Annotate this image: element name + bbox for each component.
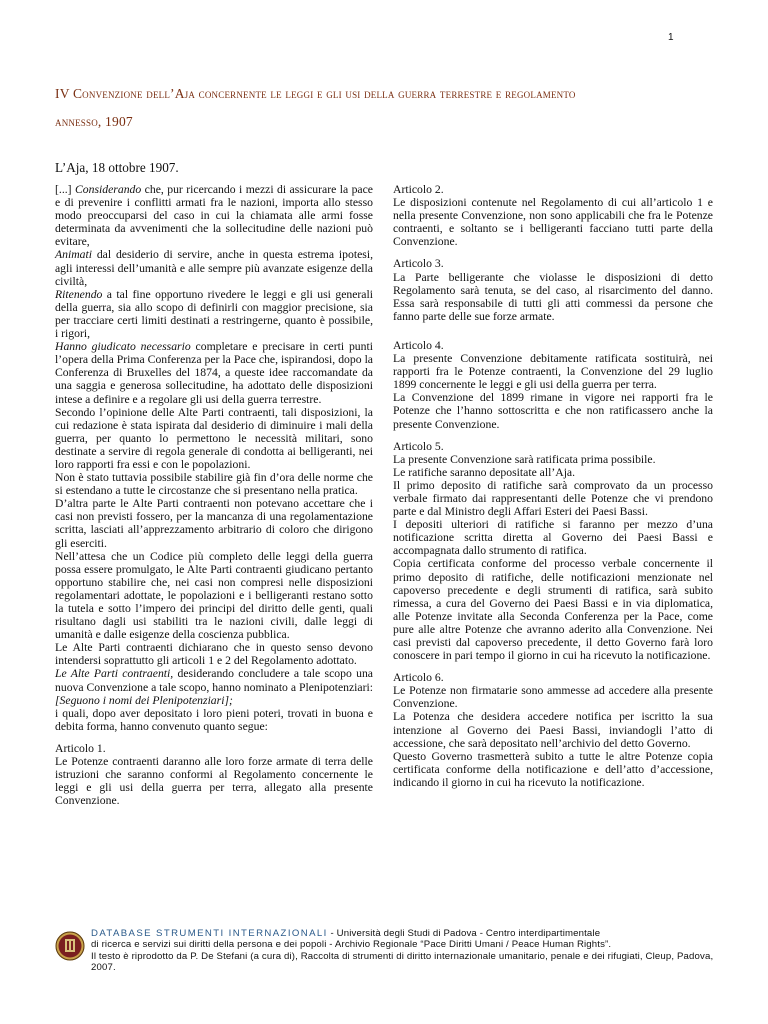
page-number: 1 (668, 32, 674, 43)
footer-line-3: Il testo è riprodotto da P. De Stefani (a cura di), Raccolta di strumenti di diritto internazionale umanitario, penale e dei rifugiati, Cleup, Padova, 2007. (91, 950, 714, 974)
preamble-lead: Considerando (75, 183, 142, 196)
article-title: Articolo 5. (393, 439, 444, 453)
preamble-lead: Animati (55, 248, 93, 262)
preamble-paragraph (55, 288, 373, 340)
footer-line-1-rest: - Università degli Studi di Padova - Centro interdipartimentale (327, 928, 601, 939)
article-text: La Parte belligerante che violasse le disposizioni di detto Regolamento sarà tenuta, se del caso, al risarcimento del danno. Essa sarà responsabile di tutti gli atti commessi da persone che fanno parte delle sue forze armate. (393, 270, 713, 323)
preamble-paragraph: Nell’attesa che un Codice più completo delle leggi della guerra possa essere promulgato, le Alte Parti contraenti giudicano pertanto opportuno stabilire che, nei casi non compresi nelle disposizioni regolamentari adottate, le popolazioni e i belligeranti restano sotto la tutela e sotto l’impero dei principi del diritto delle genti, quali risultano dagli usi stabiliti tra le nazioni civili, dalle leggi di umanità e dalle esigenze della coscienza pubblica. (55, 549, 373, 642)
article-text: La presente Convenzione debitamente ratificata sostituirà, nei rapporti fra le Potenze contraenti, la Convenzione del 29 luglio 1899 concernente le leggi e gli usi della guerra per terra. (393, 352, 713, 392)
article-title: Articolo 3. (393, 257, 444, 271)
preamble-paragraph: D’altra parte le Alte Parti contraenti non potevano accettare che i casi non previsti fossero, per la mancanza di una regolamentazione scritta, lasciati all’apprezzamento arbitrario di coloro che dirigono gli eserciti. (55, 497, 373, 550)
preamble-paragraph (55, 248, 373, 287)
article-text: La Potenza che desidera accedere notifica per iscritto la sua intenzione al Governo dei Paesi Bassi, inviandogli l’atto di accessione, che sarà depositato nell’archivio del detto Governo. (393, 710, 713, 750)
article-text: Le disposizioni contenute nel Regolamento di cui all’articolo 1 e nella presente Convenzione, non sono applicabili che fra le Potenze contraenti, e soltanto se i belligeranti facciano tutti parte della Convenzione. (393, 196, 713, 249)
preamble-text: completare e precisare in certi punti l’opera della Prima Conferenza per la Pace che, ispirandosi, dopo la Conferenza di Bruxelles del 1874, a queste idee raccomandate da una saggia e generosa sollecitudine, ha adottato delle disposizioni intese a definire e a regolare gli usi della guerra terrestre. (55, 340, 373, 406)
article-5 (393, 440, 713, 663)
preamble-paragraph: Le Alte Parti contraenti dichiarano che in questo senso devono intendersi soprattutto gli articoli 1 e 2 del Regolamento adottato. (55, 641, 373, 668)
database-label: DATABASE STRUMENTI INTERNAZIONALI (91, 928, 328, 939)
left-column (55, 183, 373, 807)
article-title: Articolo 4. (393, 338, 444, 352)
preamble-paragraph (55, 340, 373, 405)
article-text: I depositi ulteriori di ratifiche si faranno per mezzo d’una notificazione scritta diretta al Governo dei Paesi Bassi e accompagnata dallo strumento di ratifica. (393, 518, 713, 558)
article-6 (393, 671, 713, 789)
article-title: Articolo 2. (393, 183, 444, 196)
place-date: L’Aja, 18 ottobre 1907. (55, 160, 179, 175)
article-text: La Convenzione del 1899 rimane in vigore nei rapporti fra le Potenze che l’hanno sottoscritta e che non ratificassero anche la presente Convenzione. (393, 391, 713, 431)
preamble-text: desiderando concludere a tale scopo una nuova Convenzione a tale scopo, hanno nominato a Plenipotenziari: (55, 667, 373, 694)
preamble-tail: [Seguono i nomi dei Plenipotenziari]; (55, 693, 233, 707)
title-line-2: annesso, 1907 (55, 114, 133, 129)
preamble-paragraph: i quali, dopo aver depositato i loro pieni poteri, trovati in buona e debita forma, hanno convenuto quanto segue: (55, 706, 373, 733)
title-line-1: IV Convenzione dell’Aja concernente le leggi e gli usi della guerra terrestre e regolamento (55, 86, 576, 101)
article-text: Le ratifiche saranno depositate all’Aja. (393, 465, 576, 479)
article-text: Le Potenze non firmatarie sono ammesse ad accedere alla presente Convenzione. (393, 684, 713, 711)
article-4 (393, 339, 713, 431)
preamble-lead: Hanno giudicato necessario (55, 340, 191, 354)
article-title: Articolo 6. (393, 671, 444, 685)
article-title: Articolo 1. (55, 741, 106, 755)
article-2 (393, 183, 713, 248)
preamble-paragraph (55, 667, 373, 706)
article-text: Le Potenze contraenti daranno alle loro forze armate di terra delle istruzioni che saranno conformi al Regolamento concernente le leggi e gli usi della guerra per terra, allegato alla presente Convenzione. (55, 755, 373, 808)
right-column (393, 183, 713, 789)
article-text: Copia certificata conforme del processo verbale concernente il primo deposito di ratifiche, delle notificazioni menzionate nel capoverso precedente e degli strumenti di ratifica, sarà subito rimessa, a cura del Governo dei Paesi Bassi e in via diplomatica, alle Potenze invitate alla Seconda Conferenza per la Pace, come pure alle altre Potenze che avranno aderito alla Convenzione. Nei casi previsti dal capoverso precedente, il detto Governo farà loro conoscere in pari tempo il giorno in cui ha ricevuto la notificazione. (393, 557, 713, 663)
footer-line-1 (91, 928, 723, 939)
footer-line-2: di ricerca e servizi sui diritti della persona e dei popoli - Archivio Regionale “Pace Diritti Umani / Peace Human Rights”. (91, 939, 612, 951)
university-seal-icon (55, 930, 85, 962)
preamble-paragraph: Non è stato tuttavia possibile stabilire già fin d’ora delle norme che si estendano a tutte le circostanze che si presentano nella pratica. (55, 471, 373, 498)
preamble-paragraph (55, 183, 373, 248)
preamble-lead: Le Alte Parti contraenti, (55, 667, 174, 681)
article-text: Il primo deposito di ratifiche sarà comprovato da un processo verbale firmato dai rappresentanti delle Potenze che vi prendono parte e dal Ministro degli Affari Esteri dei Paesi Bassi. (393, 478, 713, 519)
preamble-prefix: [...] (55, 183, 75, 196)
preamble-text: dal desiderio di servire, anche in questa estrema ipotesi, agli interessi dell’umanità e alle sempre più avanzate esigenze della civiltà, (55, 248, 373, 288)
preamble-lead: Ritenendo (55, 287, 103, 301)
article-3 (393, 257, 713, 322)
document-title (55, 80, 723, 136)
article-text: La presente Convenzione sarà ratificata prima possibile. (393, 452, 656, 466)
article-text: Questo Governo trasmetterà subito a tutte le altre Potenze copia certificata conforme della notificazione e dell’atto d’accessione, indicando il giorno in cui ha ricevuto la notificazione. (393, 749, 713, 789)
footer (55, 928, 723, 988)
article-1 (55, 742, 373, 807)
preamble-paragraph: Secondo l’opinione delle Alte Parti contraenti, tali disposizioni, la cui redazione è stata ispirata dal desiderio di diminuire i mali della guerra, per quanto lo permettono le necessità militari, sono destinate a servire di regola generale di condotta ai belligeranti, nei loro rapporti fra essi e con le popolazioni. (55, 405, 373, 471)
preamble-text: che, pur ricercando i mezzi di assicurare la pace e di prevenire i conflitti armati fra le nazioni, importa allo stesso modo preoccuparsi del caso in cui la chiamata alle armi fosse determinata da avvenimenti che la sollecitudine delle nazioni può evitare, (55, 183, 373, 249)
footer-text (91, 928, 723, 974)
preamble-text: a tal fine opportuno rivedere le leggi e gli usi generali della guerra, sia allo scopo di definirli con maggior precisione, sia per tracciare certi limiti destinati a restringerne, quanto è possibile, i rigori, (55, 287, 373, 341)
